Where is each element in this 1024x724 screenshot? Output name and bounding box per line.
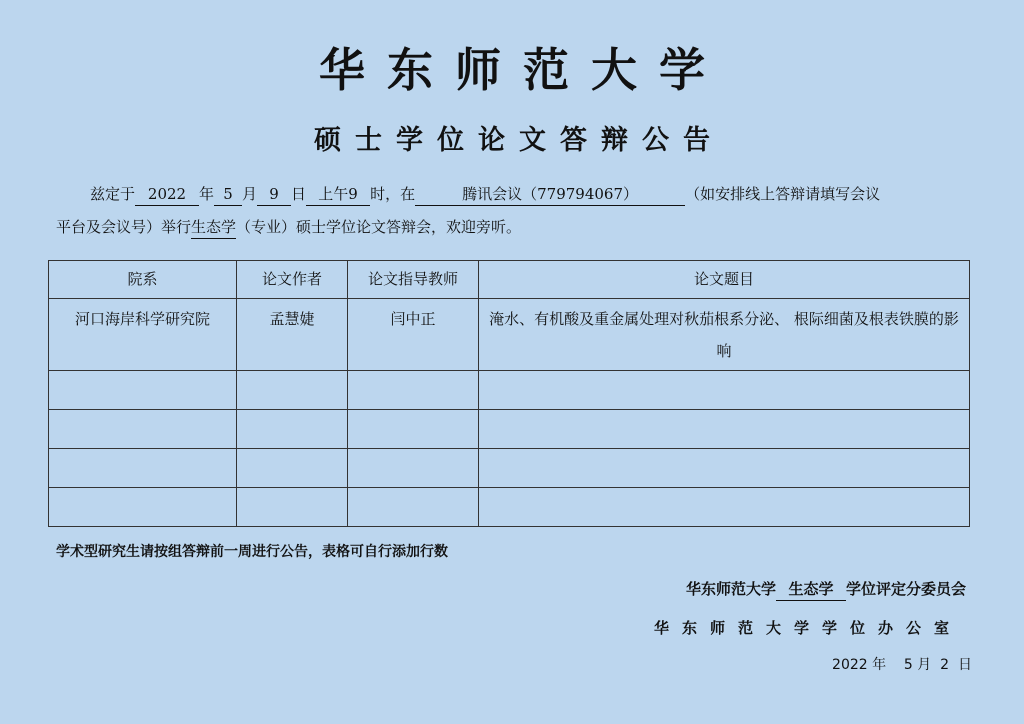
header-department: 院系 [49,261,237,299]
table-header-row [49,261,970,299]
university-title: 华东师范大学 [319,43,727,97]
announcement-subtitle: 硕士学位论文答辩公告 [314,125,724,156]
committee-major: 生态学 [776,578,846,601]
table-row-empty [49,488,970,527]
notice-month-label: 月 [242,185,258,203]
empty-cell [348,371,479,410]
table-row-empty [49,410,970,449]
notice-line-1 [56,178,976,211]
notice-major: 生态学 [191,216,236,239]
empty-cell [479,488,970,527]
empty-cell [49,371,237,410]
notice-time: 上午9 [306,183,370,206]
empty-cell [49,449,237,488]
notice-line2-prefix: 平台及会议号）举行 [56,218,192,236]
table-row-empty [49,371,970,410]
empty-cell [237,410,348,449]
defense-table [48,260,970,527]
header-advisor: 论文指导教师 [348,261,479,299]
empty-cell [237,371,348,410]
empty-cell [348,488,479,527]
cell-department: 河口海岸科学研究院 [49,299,237,371]
empty-cell [479,449,970,488]
empty-cell [479,371,970,410]
notice-month: 5 [214,183,242,206]
notice-line-2 [56,211,976,244]
office-signature: 华东师范大学学位办公室 [653,619,962,637]
table-row [49,299,970,371]
committee-suffix: 学位评定分委员会 [845,580,966,598]
signature-date: 2022 年 5 月 2 日 [832,657,972,673]
notice-line2-suffix: （专业）硕士学位论文答辩会，欢迎旁听。 [236,218,522,236]
notice-venue: 腾讯会议（779794067） [415,183,685,206]
footnote: 学术型研究生请按组答辩前一周进行公告，表格可自行添加行数 [56,544,448,560]
committee-prefix: 华东师范大学 [685,580,776,598]
notice-paragraph [56,178,976,244]
notice-prefix: 兹定于 [90,185,136,203]
notice-day: 9 [257,183,291,206]
empty-cell [237,488,348,527]
cell-author: 孟慧婕 [237,299,348,371]
table-row-empty [49,449,970,488]
empty-cell [479,410,970,449]
header-thesis-title: 论文题目 [479,261,970,299]
empty-cell [49,488,237,527]
notice-online-note: （如安排线上答辩请填写会议 [685,185,881,203]
notice-year: 2022 [135,183,199,206]
empty-cell [237,449,348,488]
committee-signature [686,578,966,601]
empty-cell [348,449,479,488]
empty-cell [49,410,237,449]
empty-cell [348,410,479,449]
cell-advisor: 闫中正 [348,299,479,371]
header-author: 论文作者 [237,261,348,299]
notice-time-label: 时，在 [370,185,416,203]
notice-year-label: 年 [199,185,215,203]
notice-day-label: 日 [291,185,307,203]
cell-thesis-title: 淹水、有机酸及重金属处理对秋茄根系分泌、 根际细菌及根表铁膜的影响 [479,299,970,371]
